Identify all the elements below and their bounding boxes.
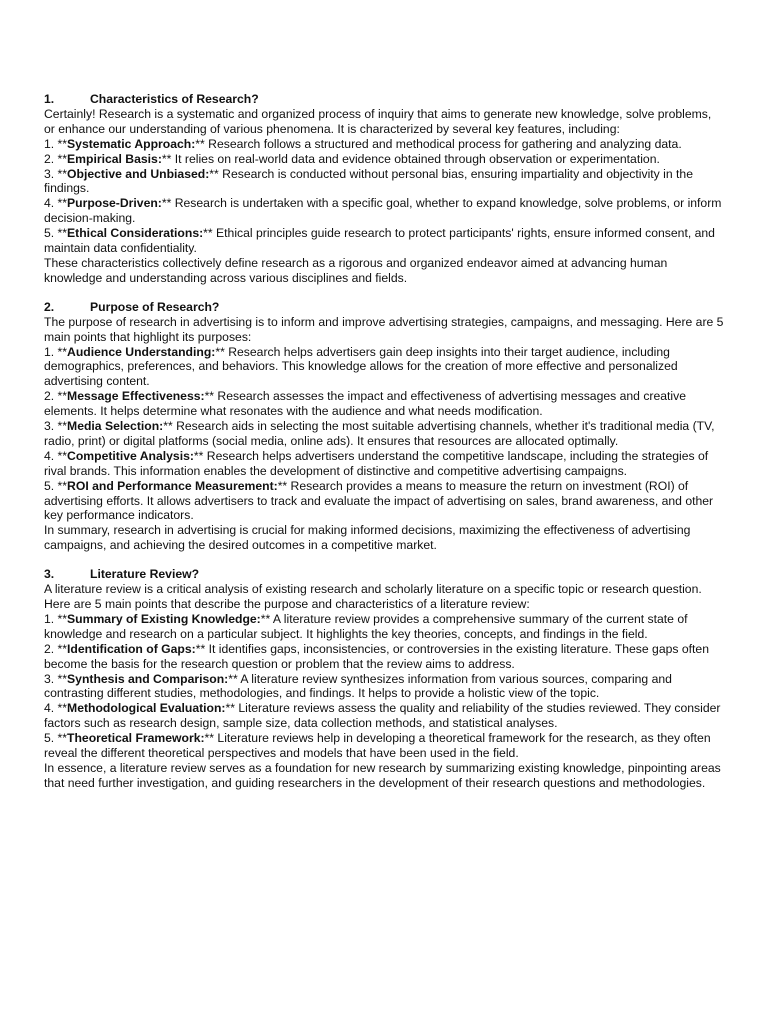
section-intro: A literature review is a critical analysis of existing research and scholarly literature on a specific topic or research question. Here are 5 main points that describe the purpose and characteristics of a literature review:	[44, 582, 702, 611]
list-item: 4. **Purpose-Driven:** Research is undertaken with a specific goal, whether to expand knowledge, solve problems, or inform decision-making.	[44, 196, 722, 226]
section-intro: Certainly! Research is a systematic and organized process of inquiry that aims to generate new knowledge, solve problems, or enhance our understanding of various phenomena. It is characterized by several key features, including:	[44, 106, 712, 136]
list-item: 1. **Summary of Existing Knowledge:** A literature review provides a comprehensive summary of the current state of knowledge and research on a particular subject. It highlights the key theories, concepts, and findings in the field.	[44, 611, 688, 641]
section-title: Characteristics of Research?	[90, 92, 259, 106]
item-text: ** Research helps advertisers gain deep insights into their target audience, including demographics, preferences, and behaviors. This knowledge allows for the creation of more effective and personalized advertising content.	[44, 344, 678, 389]
item-text: ** Literature reviews help in developing a theoretical framework for the research, as they often reveal the different theoretical perspectives and models that have been used in the field.	[44, 731, 711, 761]
item-label: ROI and Performance Measurement:	[67, 478, 278, 493]
section-number: 2.	[44, 299, 55, 314]
item-label: Objective and Unbiased:	[67, 166, 210, 181]
item-label: Theoretical Framework:	[67, 731, 205, 746]
item-label: Message Effectiveness:	[67, 389, 205, 404]
section-heading	[44, 92, 724, 107]
section-conclusion: In summary, research in advertising is crucial for making informed decisions, maximizing the effectiveness of advertising campaigns, and achieving the desired outcomes in a competitive market.	[44, 523, 691, 553]
item-text: ** It identifies gaps, inconsistencies, or controversies in the existing literature. These gaps often become the basis for the research question or problem that the review aims to address.	[44, 641, 709, 671]
list-item: 5. **ROI and Performance Measurement:** Research provides a means to measure the return on investment (ROI) of advertising efforts. It allows advertisers to track and evaluate the impact of advertising on sales, brand awareness, and other key performance indicators.	[44, 478, 714, 523]
item-label: Identification of Gaps:	[67, 641, 196, 656]
section-number: 3.	[44, 567, 55, 582]
section-purpose	[44, 300, 724, 553]
section-title: Literature Review?	[90, 567, 200, 582]
item-text: ** A literature review synthesizes information from various sources, comparing and contrasting different studies, methodologies, and findings. It helps to provide a holistic view of the topic.	[44, 671, 672, 701]
item-text: ** Research is conducted without personal bias, ensuring impartiality and objectivity in the findings.	[44, 166, 693, 196]
item-text: ** Research aids in selecting the most suitable advertising channels, whether it's traditional media (TV, radio, print) or digital platforms (social media, online ads). It ensures that resources are allocated optimally.	[44, 419, 715, 448]
section-characteristics	[44, 92, 724, 286]
section-intro: The purpose of research in advertising is to inform and improve advertising strategies, campaigns, and messaging. Here are 5 main points that highlight its purposes:	[44, 314, 724, 344]
item-label: Empirical Basis:	[67, 151, 162, 166]
section-conclusion: These characteristics collectively define research as a rigorous and organized endeavor aimed at advancing human knowledge and understanding across various disciplines and fields.	[44, 255, 668, 285]
section-number: 1.	[44, 92, 55, 106]
section-heading	[44, 567, 724, 582]
section-literature-review	[44, 567, 724, 791]
item-text: ** Literature reviews assess the quality and reliability of the studies reviewed. They consider factors such as research design, sample size, data collection methods, and statistical analyses.	[44, 701, 721, 731]
list-item: 4. **Competitive Analysis:** Research helps advertisers understand the competitive landscape, including the strategies of rival brands. This information enables the development of distinctive and competitive advertising campaigns.	[44, 448, 709, 478]
section-heading	[44, 300, 724, 315]
item-text: ** Research follows a structured and methodical process for gathering and analyzing data.	[195, 136, 682, 151]
document-page	[44, 92, 724, 805]
section-conclusion: In essence, a literature review serves as a foundation for new research by summarizing existing knowledge, pinpointing areas that need further investigation, and guiding researchers in the development of their research questions and methodologies.	[44, 760, 721, 790]
list-item: 3. **Media Selection:** Research aids in selecting the most suitable advertising channels, whether it's traditional media (TV, radio, print) or digital platforms (social media, online ads). It ensures that resources are allocated optimally.	[44, 419, 715, 448]
list-item: 5. **Theoretical Framework:** Literature reviews help in developing a theoretical framework for the research, as they often reveal the different theoretical perspectives and models that have been used in the field.	[44, 731, 711, 761]
item-text: ** Research helps advertisers understand the competitive landscape, including the strategies of rival brands. This information enables the development of distinctive and competitive advertising campaigns.	[44, 448, 709, 478]
item-label: Competitive Analysis:	[67, 448, 194, 463]
item-label: Methodological Evaluation:	[67, 701, 226, 716]
list-item: 2. **Identification of Gaps:** It identifies gaps, inconsistencies, or controversies in the existing literature. These gaps often become the basis for the research question or problem that the review aims to address.	[44, 641, 709, 671]
list-item: 2. **Empirical Basis:** It relies on real-world data and evidence obtained through observation or experimentation.	[44, 151, 660, 166]
item-label: Synthesis and Comparison:	[67, 671, 229, 686]
item-text: ** Research provides a means to measure the return on investment (ROI) of advertising efforts. It allows advertisers to track and evaluate the impact of advertising on sales, brand awareness, and other key performance indicators.	[44, 478, 714, 523]
list-item: 1. **Audience Understanding:** Research helps advertisers gain deep insights into their target audience, including demographics, preferences, and behaviors. This knowledge allows for the creation of more effective and personalized advertising content.	[44, 344, 678, 389]
item-text: ** Research assesses the impact and effectiveness of advertising messages and creative elements. It helps determine what resonates with the audience and what needs modification.	[44, 389, 686, 419]
item-label: Summary of Existing Knowledge:	[67, 611, 261, 626]
section-title: Purpose of Research?	[90, 299, 220, 314]
item-label: Systematic Approach:	[67, 136, 196, 151]
list-item: 3. **Synthesis and Comparison:** A literature review synthesizes information from various sources, comparing and contrasting different studies, methodologies, and findings. It helps to provide a holistic view of the topic.	[44, 671, 672, 701]
item-text: ** Ethical principles guide research to protect participants' rights, ensure informed consent, and maintain data confidentiality.	[44, 226, 715, 256]
list-item: 2. **Message Effectiveness:** Research assesses the impact and effectiveness of advertising messages and creative elements. It helps determine what resonates with the audience and what needs modification.	[44, 389, 686, 419]
item-text: ** A literature review provides a comprehensive summary of the current state of knowledge and research on a particular subject. It highlights the key theories, concepts, and findings in the field.	[44, 611, 688, 641]
list-item: 5. **Ethical Considerations:** Ethical principles guide research to protect participants' rights, ensure informed consent, and maintain data confidentiality.	[44, 226, 715, 256]
list-item: 4. **Methodological Evaluation:** Literature reviews assess the quality and reliability of the studies reviewed. They consider factors such as research design, sample size, data collection methods, and statistical analyses.	[44, 701, 721, 731]
item-text: ** Research is undertaken with a specific goal, whether to expand knowledge, solve problems, or inform decision-making.	[44, 196, 722, 226]
item-label: Media Selection:	[67, 419, 164, 434]
item-label: Audience Understanding:	[67, 344, 216, 359]
item-label: Purpose-Driven:	[67, 196, 162, 211]
item-text: ** It relies on real-world data and evidence obtained through observation or experimentation.	[161, 151, 660, 166]
list-item: 3. **Objective and Unbiased:** Research is conducted without personal bias, ensuring impartiality and objectivity in the findings.	[44, 166, 693, 196]
list-item: 1. **Systematic Approach:** Research follows a structured and methodical process for gathering and analyzing data.	[44, 136, 682, 151]
item-label: Ethical Considerations:	[67, 226, 204, 241]
